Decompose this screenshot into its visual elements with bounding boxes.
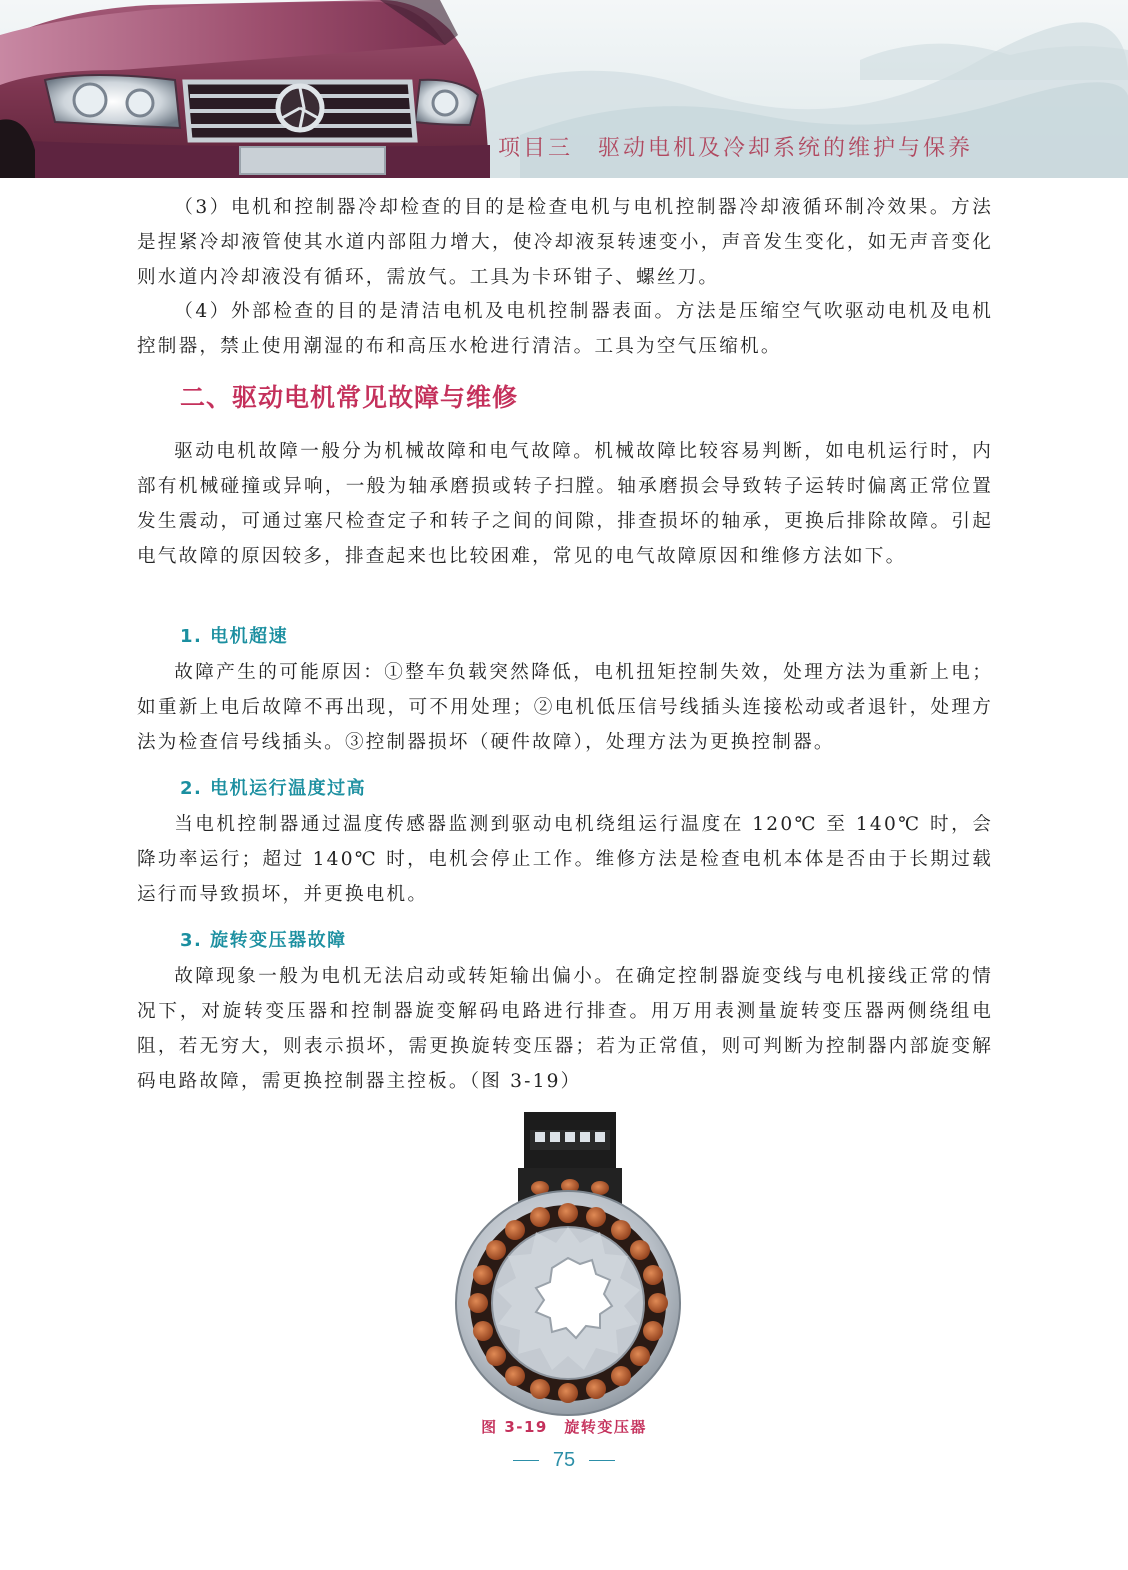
subsection-title-resolver: 3. 旋转变压器故障	[180, 930, 347, 951]
resolver-image	[440, 1108, 696, 1420]
paragraph-overheat: 当电机控制器通过温度传感器监测到驱动电机绕组运行温度在 120℃ 至 140℃ 时，会降功率运行；超过 140℃ 时，电机会停止工作。维修方法是检查电机本体是否由于长期过载运行而导致损坏，并更换电机。	[137, 814, 993, 905]
header-banner	[0, 0, 1128, 178]
figure-caption: 图 3-19 旋转变压器	[481, 1418, 647, 1436]
resolver-photo	[440, 1108, 696, 1420]
paragraph-resolver: 故障现象一般为电机无法启动或转矩输出偏小。在确定控制器旋变线与电机接线正常的情况下，对旋转变压器和控制器旋变解码电路进行排查。用万用表测量旋转变压器两侧绕组电阻，若无穷大，则表示损坏，需更换旋转变压器；若为正常值，则可判断为控制器内部旋变解码电路故障，需更换控制器主控板。（图 3-19）	[137, 966, 993, 1092]
section-title: 二、驱动电机常见故障与维修	[180, 383, 519, 412]
chapter-title: 项目三 驱动电机及冷却系统的维护与保养	[498, 136, 974, 161]
footer-right-dash	[589, 1460, 615, 1461]
paragraph-overspeed: 故障产生的可能原因：①整车负载突然降低，电机扭矩控制失效，处理方法为重新上电；如重新上电后故障不再出现，可不用处理；②电机低压信号线插头连接松动或者退针，处理方法为检查信号线插头。③控制器损坏（硬件故障），处理方法为更换控制器。	[137, 662, 993, 753]
paragraph-fault-intro: 驱动电机故障一般分为机械故障和电气故障。机械故障比较容易判断，如电机运行时，内部有机械碰撞或异响，一般为轴承磨损或转子扫膛。轴承磨损会导致转子运转时偏离正常位置发生震动，可通过塞尺检查定子和转子之间的间隙，排查损坏的轴承，更换后排除故障。引起电气故障的原因较多，排查起来也比较困难，常见的电气故障原因和维修方法如下。	[137, 441, 993, 567]
page-number: 75	[552, 1449, 576, 1471]
subsection-title-overspeed: 1. 电机超速	[180, 626, 289, 647]
subsection-title-overheat: 2. 电机运行温度过高	[180, 778, 367, 799]
footer-left-dash	[513, 1460, 539, 1461]
paragraph-external-check: （4）外部检查的目的是清洁电机及电机控制器表面。方法是压缩空气吹驱动电机及电机控制器，禁止使用潮湿的布和高压水枪进行清洁。工具为空气压缩机。	[137, 301, 993, 357]
paragraph-cooling-check: （3）电机和控制器冷却检查的目的是检查电机与电机控制器冷却液循环制冷效果。方法是捏紧冷却液管使其水道内部阻力增大，使冷却液泵转速变小，声音发生变化，如无声音变化则水道内冷却液没有循环，需放气。工具为卡环钳子、螺丝刀。	[137, 197, 993, 288]
page-number-footer	[0, 1449, 1128, 1472]
